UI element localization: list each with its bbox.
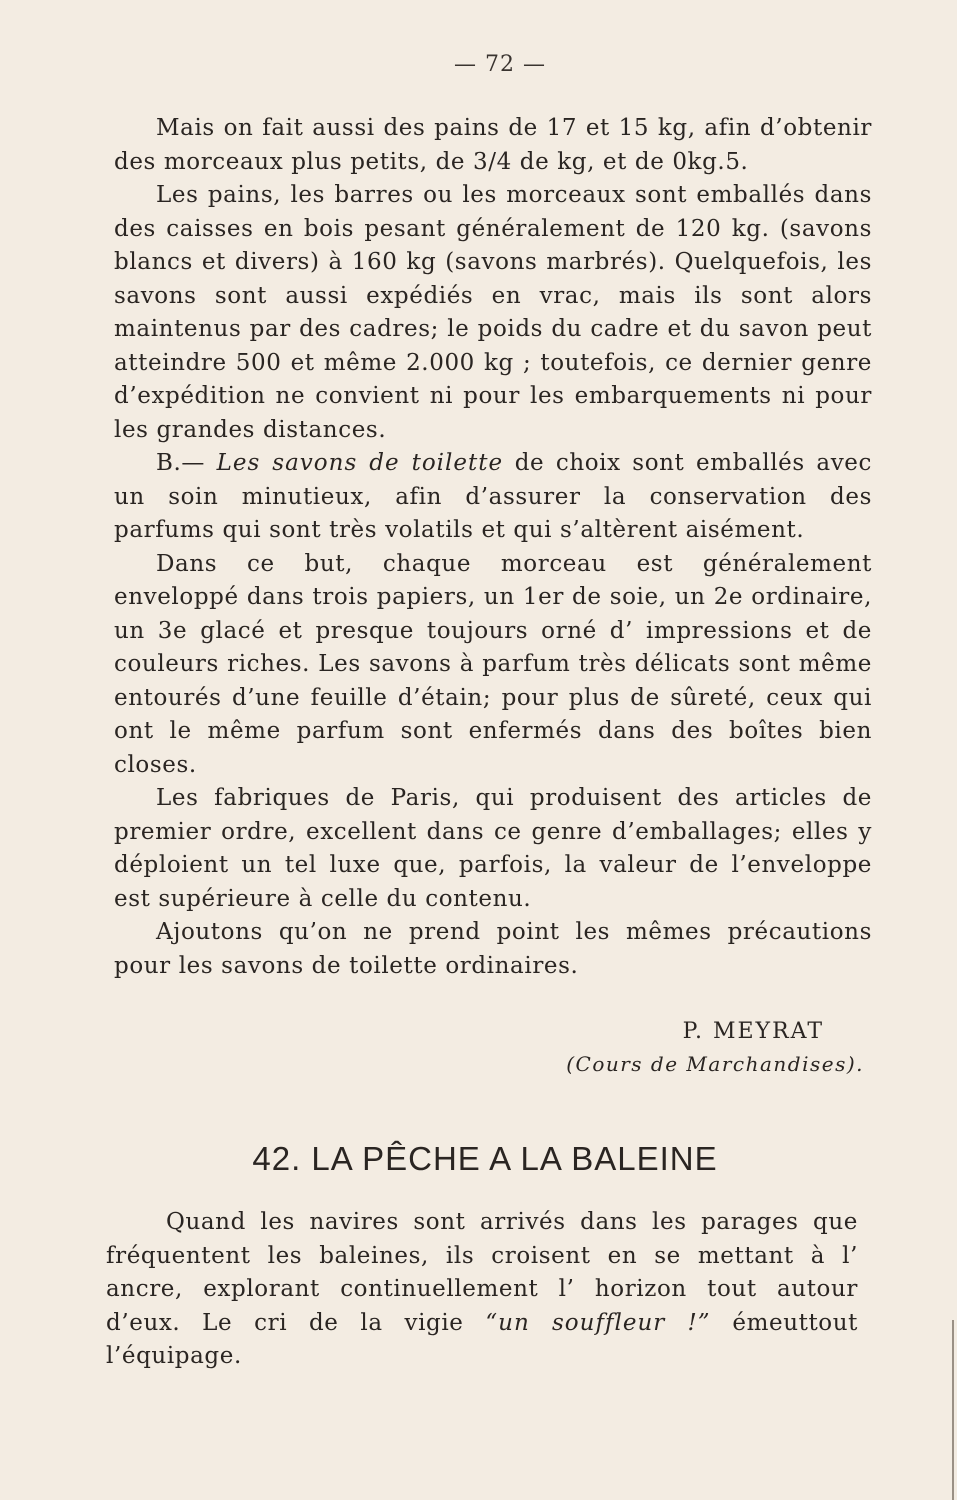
paragraph-pains: Mais on fait aussi des pains de 17 et 15 kg, afin d’obtenir des morceaux plus petits, de 3/4 de kg, et de 0kg.5. bbox=[114, 115, 872, 175]
paragraph-papiers: Dans ce but, chaque morceau est généralement enveloppé dans trois papiers, un 1er de soie, un 2e ordinaire, un 3e glacé et presque toujours orné d’ impressions et de couleurs riches. Les savons à parfum très délicats sont même entourés d’une feuille d’étain; pour plus de sûreté, ceux qui ont le même parfum sont enfermés dans des boîtes bien closes. bbox=[114, 550, 872, 778]
section-text bbox=[106, 1206, 858, 1374]
page-number: — 72 — bbox=[454, 52, 546, 77]
author-source: (Cours de Marchandises). bbox=[566, 1052, 864, 1076]
author-name: P. MEYRAT bbox=[682, 1019, 824, 1044]
paragraph-baleine bbox=[106, 1206, 858, 1374]
main-text bbox=[114, 112, 872, 983]
italic-heading: Les savons de toilette bbox=[216, 450, 504, 476]
page-edge-mark bbox=[952, 1320, 954, 1500]
paragraph-prefix: B.— bbox=[156, 450, 217, 476]
signature-block bbox=[114, 1015, 864, 1081]
paragraph-toilette bbox=[114, 447, 872, 548]
paragraph-baleine-end: émeuttout l’équipage. bbox=[106, 1309, 858, 1369]
quote-souffleur: “un souffleur !” bbox=[485, 1309, 711, 1336]
section-title: 42. LA PÊCHE A LA BALEINE bbox=[252, 1140, 718, 1177]
paragraph-paris: Les fabriques de Paris, qui produisent des articles de premier ordre, excellent dans ce genre d’emballages; elles y déploient un tel luxe que, parfois, la valeur de l’enveloppe est supérieure à celle du contenu. bbox=[114, 785, 872, 912]
paragraph-rest: de choix sont emballés avec un soin minutieux, afin d’assurer la conservation des parfums qui sont très volatils et qui s’altèrent aisément. bbox=[114, 450, 872, 543]
paragraph-ajoutons: Ajoutons qu’on ne prend point les mêmes précautions pour les savons de toilette ordinaires. bbox=[114, 919, 872, 979]
paragraph-baleine-start: Quand les navires sont arrivés dans les parages que fréquentent les baleines, ils croisent en se mettant à l’ ancre, explorant continuellement l’ horizon tout autour d’eux. Le cri de la vigie bbox=[106, 1209, 858, 1336]
paragraph-emballage: Les pains, les barres ou les morceaux sont emballés dans des caisses en bois pesant généralement de 120 kg. (savons blancs et divers) à 160 kg (savons marbrés). Quelquefois, les savons sont aussi expédiés en vrac, mais ils sont alors maintenus par des cadres; le poids du cadre et du savon peut atteindre 500 et même 2.000 kg ; toutefois, ce dernier genre d’expédition ne convient ni pour les embarquements ni pour les grandes distances. bbox=[114, 182, 872, 443]
